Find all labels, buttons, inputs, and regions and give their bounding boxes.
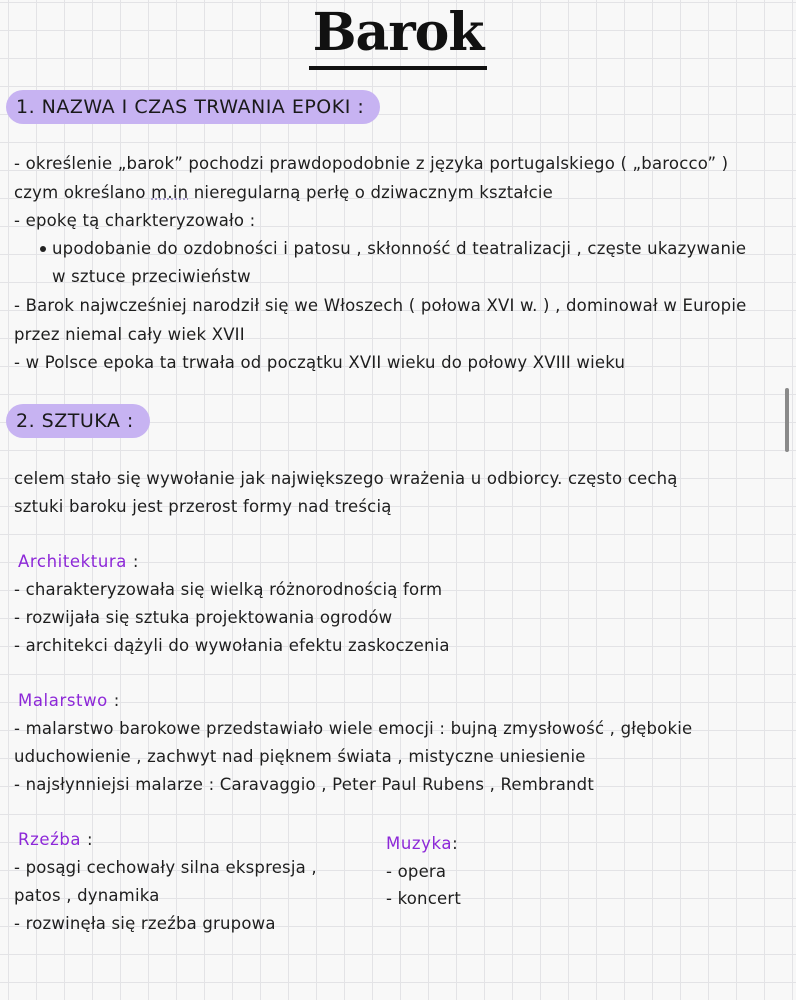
section1-line-6: - w Polsce epoka ta trwała od początku XVII wieku do połowy XVIII wieku <box>14 353 626 372</box>
rzezba-item-1: - posągi cechowały silna ekspresja , <box>14 858 317 877</box>
malarstwo-item-2: uduchowienie , zachwyt nad pięknem świata , mistyczne uniesienie <box>14 747 586 766</box>
section1-line-5: przez niemal cały wiek XVII <box>14 325 245 344</box>
section2-intro-line-2: sztuki baroku jest przerost formy nad treścią <box>14 497 392 516</box>
subheading-architektura: Architektura : <box>18 552 140 571</box>
rzezba-item-3: - rozwinęła się rzeźba grupowa <box>14 914 276 933</box>
architektura-item-3: - architekci dążyli do wywołania efektu zaskoczenia <box>14 636 450 655</box>
section-heading-2: 2. SZTUKA : <box>6 404 150 438</box>
abbrev-mark: m.in <box>151 183 189 202</box>
section1-line-3: - epokę tą charkteryzowało : <box>14 211 256 230</box>
section2-intro-line-1: celem stało się wywołanie jak największego wrażenia u odbiorcy. często cechą <box>14 469 678 488</box>
section1-bullet-line-1: upodobanie do ozdobności i patosu , skłonność d teatralizacji , częste ukazywanie <box>52 239 747 258</box>
subheading-muzyka: Muzyka: <box>386 834 459 853</box>
page-title: Barok <box>0 2 796 70</box>
section1-bullet-line-2: w sztuce przeciwieństw <box>52 267 251 286</box>
muzyka-item-1: - opera <box>386 862 447 881</box>
architektura-item-2: - rozwijała się sztuka projektowania ogrodów <box>14 608 393 627</box>
section1-line-2: czym określano m.in nieregularną perłę o dziwacznym kształcie <box>14 183 553 202</box>
section1-line-4: - Barok najwcześniej narodził się we Włoszech ( połowa XVI w. ) , dominował w Europie <box>14 296 747 315</box>
bullet-dot-icon <box>40 246 46 252</box>
muzyka-item-2: - koncert <box>386 889 461 908</box>
malarstwo-item-3: - najsłynniejsi malarze : Caravaggio , Peter Paul Rubens , Rembrandt <box>14 775 595 794</box>
subheading-malarstwo: Malarstwo : <box>18 691 120 710</box>
architektura-item-1: - charakteryzowała się wielką różnorodnością form <box>14 580 443 599</box>
scrollbar-thumb[interactable] <box>785 388 789 452</box>
section-heading-1: 1. NAZWA I CZAS TRWANIA EPOKI : <box>6 90 380 124</box>
subheading-rzezba: Rzeźba : <box>18 830 94 849</box>
malarstwo-item-1: - malarstwo barokowe przedstawiało wiele emocji : bujną zmysłowość , głębokie <box>14 719 693 738</box>
section1-line-1: - określenie „barok” pochodzi prawdopodobnie z języka portugalskiego ( „barocco” ) <box>14 154 729 173</box>
rzezba-item-2: patos , dynamika <box>14 886 160 905</box>
